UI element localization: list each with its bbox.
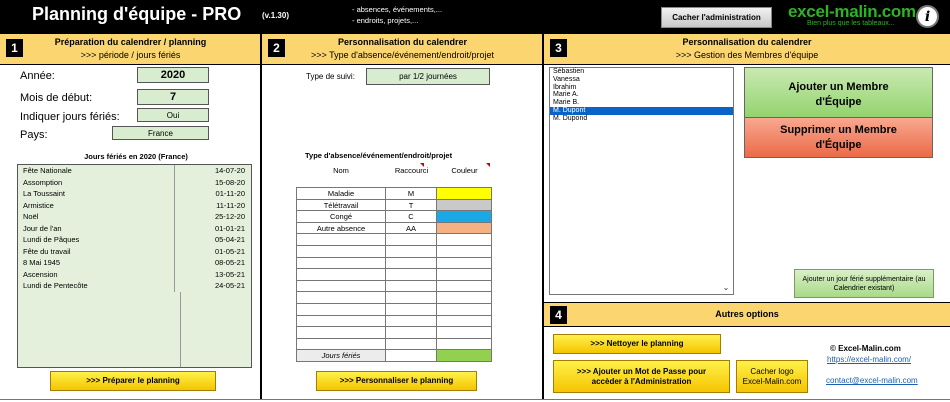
holiday-row [18, 234, 251, 246]
absence-type-name[interactable] [296, 304, 386, 315]
absence-type-color-swatch[interactable] [437, 327, 492, 338]
holiday-date: 13-05-21 [214, 269, 245, 279]
absence-type-row[interactable] [296, 339, 492, 351]
hide-admin-button[interactable]: Cacher l'administration [661, 7, 772, 28]
divider-1-2 [260, 33, 262, 399]
absence-type-name[interactable]: Maladie [296, 188, 386, 199]
holiday-name: Armistice [18, 200, 175, 212]
holiday-row [18, 165, 251, 177]
prepare-planning-button[interactable]: >>> Préparer le planning [50, 371, 216, 391]
website-link[interactable]: https://excel-malin.com/ [827, 355, 912, 364]
section3-number-badge: 3 [550, 39, 567, 57]
holiday-row [18, 211, 251, 223]
absence-type-row[interactable] [296, 304, 492, 316]
remove-member-button[interactable]: Supprimer un Membre d'Équipe [744, 117, 933, 158]
absence-type-row[interactable] [296, 258, 492, 270]
absence-type-shortcut[interactable]: C [386, 211, 437, 222]
holiday-name: 8 Mai 1945 [18, 257, 175, 269]
holiday-row [18, 177, 251, 189]
absence-type-name[interactable] [296, 316, 386, 327]
holidays-color-swatch[interactable] [437, 350, 492, 361]
absence-type-shortcut[interactable] [386, 339, 437, 350]
absence-type-row[interactable] [296, 223, 492, 235]
absence-type-shortcut[interactable] [386, 246, 437, 257]
comment-marker-icon [420, 163, 424, 167]
absence-type-row[interactable] [296, 350, 492, 362]
member-list-item[interactable]: Ibrahim [553, 83, 577, 91]
section2-number-badge: 2 [268, 39, 285, 57]
brand-logo[interactable]: excel-malin.com [788, 2, 916, 21]
absence-type-shortcut[interactable] [386, 234, 437, 245]
holiday-date: 25-12-20 [214, 212, 245, 221]
absence-type-shortcut[interactable] [386, 327, 437, 338]
holidays-table [17, 164, 252, 368]
absence-type-color-swatch[interactable] [437, 339, 492, 350]
holiday-name: Lundi de Pentecôte [18, 280, 175, 292]
absence-type-row[interactable] [296, 234, 492, 246]
member-list-item[interactable]: Sébastien [553, 68, 585, 75]
absence-type-color-swatch[interactable] [437, 188, 492, 199]
holiday-table-column-line [180, 292, 181, 368]
absence-type-color-swatch[interactable] [437, 292, 492, 303]
add-member-button[interactable]: Ajouter un Membre d'Équipe [744, 67, 933, 122]
description-line-1: - absences, événements,... [352, 5, 443, 14]
chevron-down-icon[interactable]: ⌄ [722, 283, 730, 292]
holiday-date: 05-04-21 [214, 235, 245, 244]
app-version: (v.1.30) [262, 11, 289, 20]
absence-type-color-swatch[interactable] [437, 211, 492, 222]
absence-type-shortcut[interactable]: M [386, 188, 437, 199]
section1-subtitle: >>> période / jours fériés [80, 50, 181, 60]
absence-type-row[interactable] [296, 188, 492, 200]
section3-header [544, 33, 950, 65]
absence-type-row[interactable] [296, 292, 492, 304]
absence-type-color-swatch[interactable] [437, 304, 492, 315]
absence-type-row[interactable] [296, 246, 492, 258]
add-extra-holiday-button[interactable]: Ajouter un jour férié supplémentaire (au Calendrier existant) [794, 269, 934, 298]
section2-title: Personnalisation du calendrer [337, 37, 468, 47]
absence-type-color-swatch[interactable] [437, 223, 492, 234]
absence-type-name[interactable]: Autre absence [296, 223, 386, 234]
start-month-field[interactable]: 7 [137, 89, 209, 105]
app-title: Planning d'équipe - PRO [32, 4, 242, 24]
absence-type-color-swatch[interactable] [437, 200, 492, 211]
col-header-shortcut: Raccourci [394, 166, 429, 175]
clean-planning-button[interactable]: >>> Nettoyer le planning [553, 334, 721, 354]
holiday-name: Fête Nationale [18, 165, 175, 177]
add-password-button[interactable]: >>> Ajouter un Mot de Passe pour accèder à l'Administration [553, 360, 730, 393]
absence-type-name[interactable] [296, 327, 386, 338]
holiday-name: Jour de l'an [18, 223, 175, 235]
absence-type-shortcut[interactable]: AA [386, 223, 437, 234]
section2-header [262, 33, 543, 65]
holiday-name: Lundi de Pâques [18, 234, 175, 246]
holidays-table-title: Jours fériés en 2020 (France) [84, 152, 188, 161]
section2-subtitle: >>> Type d'absence/événement/endroit/projet [311, 50, 494, 60]
holiday-name: La Toussaint [18, 188, 175, 200]
contact-email-link[interactable]: contact@excel-malin.com [826, 376, 918, 385]
holidays-row-label: Jours fériés [296, 350, 386, 361]
holiday-date: 01-11-20 [215, 189, 245, 198]
customize-planning-button[interactable]: >>> Personnaliser le planning [316, 371, 477, 391]
description-line-2: - endroits, projets,... [352, 16, 419, 25]
holiday-row [18, 257, 251, 269]
app-description [352, 4, 512, 26]
holiday-name: Noël [18, 211, 175, 223]
absence-type-name[interactable] [296, 339, 386, 350]
absence-type-shortcut[interactable] [386, 281, 437, 292]
show-holidays-field[interactable]: Oui [137, 108, 209, 122]
absence-type-color-swatch[interactable] [437, 316, 492, 327]
year-label: Année: [20, 70, 55, 82]
absence-type-row[interactable] [296, 316, 492, 328]
absence-type-name[interactable] [296, 292, 386, 303]
absence-type-row[interactable] [296, 269, 492, 281]
absence-type-shortcut[interactable] [386, 292, 437, 303]
absence-type-shortcut[interactable] [386, 316, 437, 327]
absence-type-row[interactable] [296, 200, 492, 212]
member-list-item[interactable]: Marie A. [553, 91, 579, 99]
absence-type-name[interactable] [296, 258, 386, 269]
holiday-row [18, 246, 251, 258]
year-field[interactable]: 2020 [137, 67, 209, 83]
holiday-date: 14-07-20 [214, 166, 245, 175]
absence-type-name[interactable] [296, 269, 386, 280]
absence-type-shortcut[interactable] [386, 258, 437, 269]
holiday-date: 08-05-21 [214, 258, 245, 267]
member-list-item[interactable]: M. Dupont [550, 107, 733, 115]
holiday-date: 24-05-21 [214, 281, 245, 290]
absence-type-name[interactable] [296, 234, 386, 245]
section1-number-badge: 1 [6, 39, 23, 57]
holiday-row [18, 223, 251, 235]
holiday-date: 11-11-20 [216, 200, 245, 210]
member-list-item[interactable]: Marie B. [553, 99, 580, 107]
holiday-row [18, 200, 251, 212]
absence-type-shortcut[interactable] [386, 304, 437, 315]
country-label: Pays: [20, 129, 48, 141]
holiday-date: 01-05-21 [214, 246, 245, 256]
holiday-row [18, 269, 251, 281]
section4-title: Autres options [715, 309, 779, 319]
section3-title: Personnalisation du calendrer [682, 37, 812, 47]
brand-tagline: Bien plus que les tableaux... [807, 20, 895, 27]
start-month-label: Mois de début: [20, 92, 93, 104]
bottom-border [0, 399, 950, 400]
absence-type-name[interactable]: Télétravail [296, 200, 386, 211]
holiday-date: 01-01-21 [214, 223, 245, 233]
absence-type-name[interactable] [296, 281, 386, 292]
holiday-name: Ascension [18, 269, 175, 281]
absence-type-shortcut[interactable] [386, 269, 437, 280]
absence-type-name[interactable] [296, 246, 386, 257]
absence-type-row[interactable] [296, 327, 492, 339]
tracking-type-field[interactable]: par 1/2 journées [366, 68, 490, 85]
member-list-item[interactable]: M. Dupond [553, 114, 588, 122]
section4-number-badge: 4 [550, 306, 567, 324]
tracking-type-label: Type de suivi: [306, 72, 355, 81]
absence-type-color-swatch[interactable] [437, 281, 492, 292]
holiday-name: Fête du travail [18, 246, 175, 258]
country-field[interactable]: France [112, 126, 209, 140]
info-icon[interactable]: i [916, 5, 939, 28]
col-header-color: Couleur [451, 166, 478, 175]
copyright-text: © Excel-Malin.com [830, 344, 901, 353]
holiday-name: Assomption [18, 177, 175, 189]
team-members-listbox[interactable] [549, 67, 734, 295]
section1-title: Préparation du calendrer / planning [54, 37, 207, 47]
absence-type-shortcut[interactable] [386, 350, 437, 361]
absence-type-row[interactable] [296, 281, 492, 293]
absence-types-title: Type d'absence/événement/endroit/projet [305, 151, 453, 160]
member-list-item[interactable]: Vanessa [553, 75, 580, 83]
absence-type-row[interactable] [296, 211, 492, 223]
absence-types-table [296, 187, 492, 362]
holiday-row [18, 280, 251, 292]
section1-header [0, 33, 261, 65]
col-header-name: Nom [333, 166, 349, 175]
absence-type-name[interactable]: Congé [296, 211, 386, 222]
holiday-row [18, 188, 251, 200]
absence-type-color-swatch[interactable] [437, 246, 492, 257]
divider-2-3 [542, 33, 544, 399]
hide-logo-button[interactable]: Cacher logo Excel-Malin.com [736, 360, 808, 393]
absence-type-color-swatch[interactable] [437, 269, 492, 280]
holiday-date: 15-08-20 [214, 177, 245, 187]
section3-subtitle: >>> Gestion des Membres d'équipe [675, 50, 819, 60]
show-holidays-label: Indiquer jours fériés: [20, 111, 120, 123]
absence-type-shortcut[interactable]: T [386, 200, 437, 211]
absence-type-color-swatch[interactable] [437, 258, 492, 269]
absence-type-color-swatch[interactable] [437, 234, 492, 245]
comment-marker-icon [486, 163, 490, 167]
